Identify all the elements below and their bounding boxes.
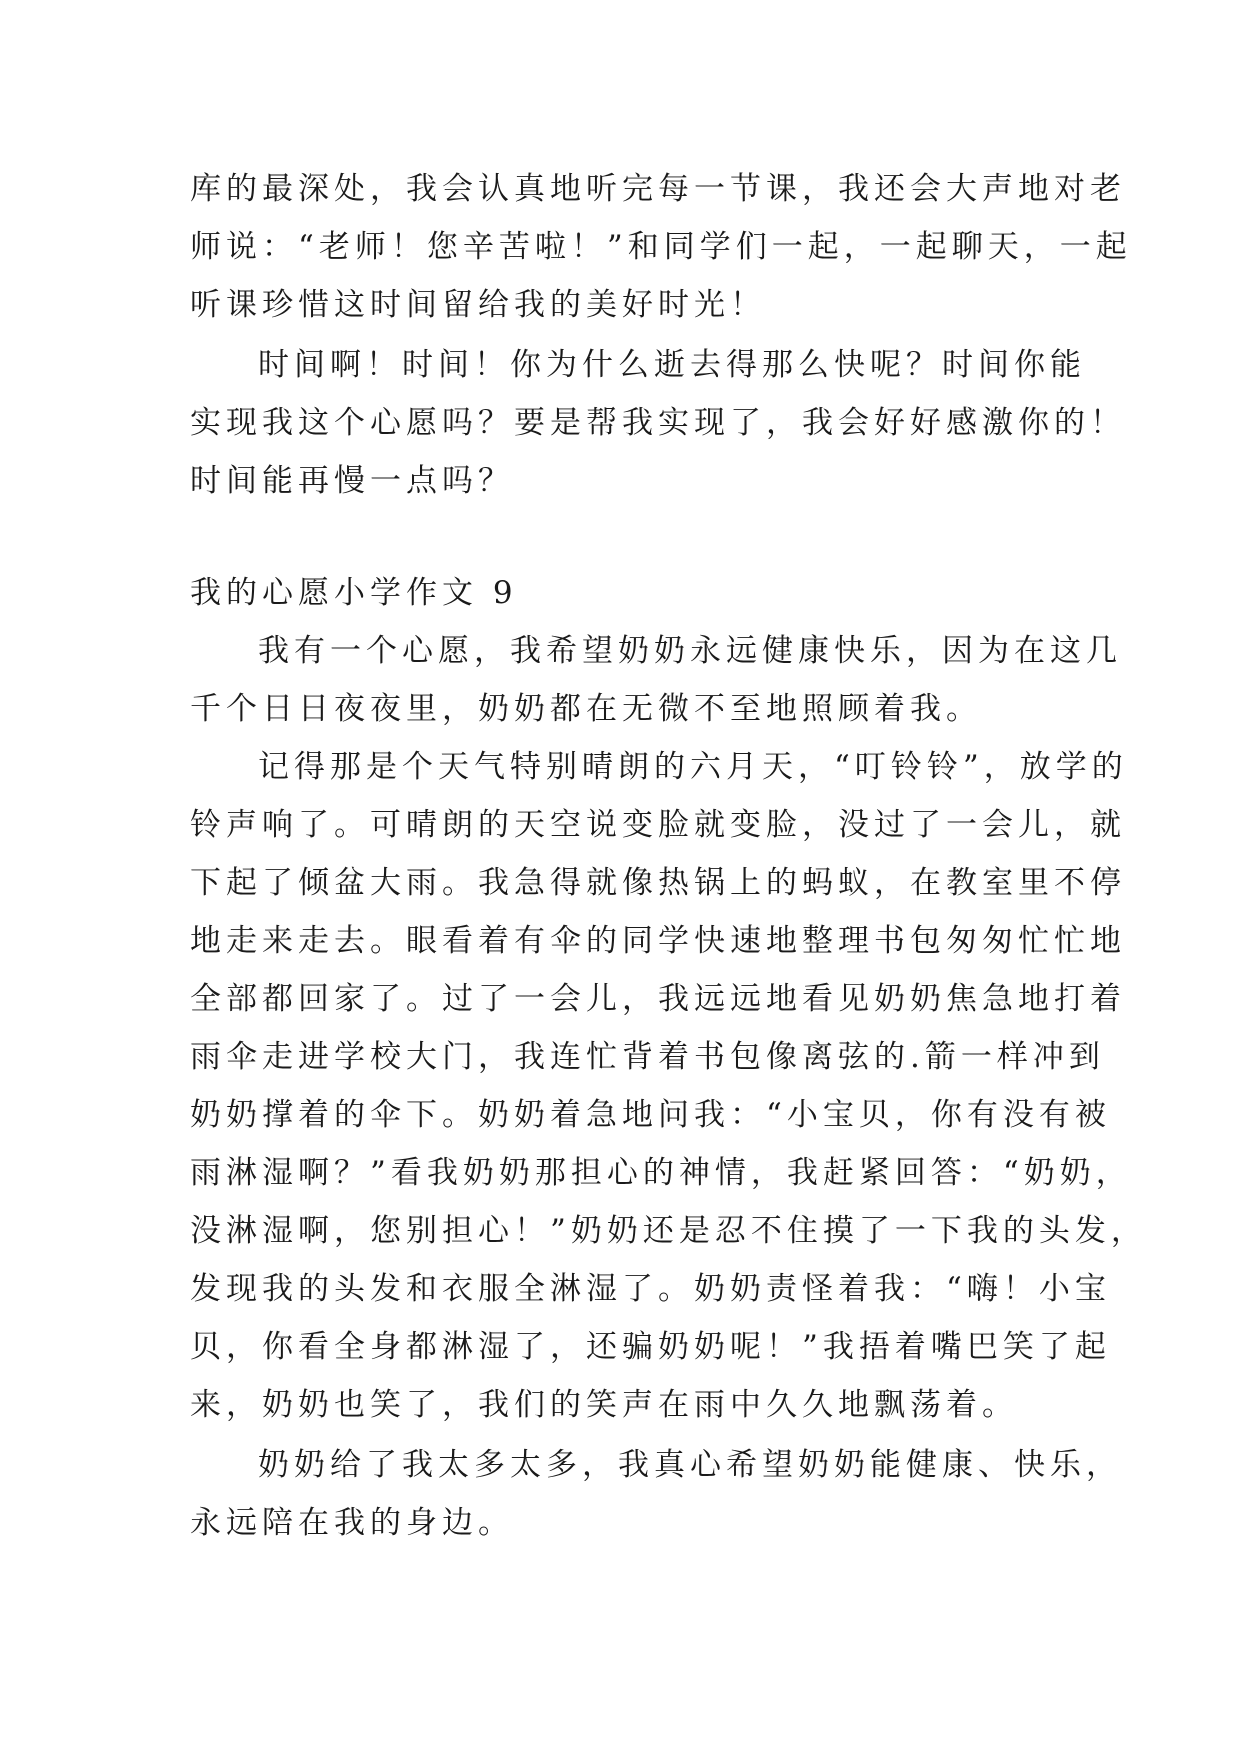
text-line: 听课珍惜这时间留给我的美好时光！ (190, 287, 766, 323)
text-line: 雨伞走进学校大门，我连忙背着书包像离弦的.箭一样冲到 (190, 1039, 1105, 1075)
text-line: 我有一个心愿，我希望奶奶永远健康快乐，因为在这几 (258, 633, 1122, 669)
paragraph-2 (190, 738, 1147, 1434)
text-line: 来，奶奶也笑了，我们的笑声在雨中久久地飘荡着。 (190, 1387, 1018, 1423)
text-line: 永远陪在我的身边。 (190, 1505, 514, 1541)
text-line: 时间啊！时间！你为什么逝去得那么快呢？时间你能 (258, 347, 1086, 383)
text-line: 奶奶给了我太多太多，我真心希望奶奶能健康、快乐， (258, 1447, 1122, 1483)
text-line: 铃声响了。可晴朗的天空说变脸就变脸，没过了一会儿，就 (190, 807, 1126, 843)
text-line: 记得那是个天气特别晴朗的六月天，“叮铃铃”，放学的 (258, 749, 1128, 785)
text-line: 时间能再慢一点吗？ (190, 463, 514, 499)
text-line: 实现我这个心愿吗？要是帮我实现了，我会好好感激你的！ (190, 405, 1126, 441)
previous-paragraph-end (190, 160, 1132, 334)
text-line: 发现我的头发和衣服全淋湿了。奶奶责怪着我：“嗨！小宝 (190, 1271, 1111, 1307)
text-line: 千个日日夜夜里，奶奶都在无微不至地照顾着我。 (190, 691, 982, 727)
previous-essay-last-paragraph (190, 336, 1126, 510)
text-line: 雨淋湿啊？”看我奶奶那担心的神情，我赶紧回答：“奶奶， (190, 1155, 1132, 1191)
text-line: 下起了倾盆大雨。我急得就像热锅上的蚂蚁，在教室里不停 (190, 865, 1126, 901)
essay-title: 我的心愿小学作文 9 (190, 575, 518, 611)
text-line: 没淋湿啊，您别担心！”奶奶还是忍不住摸了一下我的头发， (190, 1213, 1147, 1249)
text-line: 贝，你看全身都淋湿了，还骗奶奶呢！”我捂着嘴巴笑了起 (190, 1329, 1111, 1365)
text-line: 地走来走去。眼看着有伞的同学快速地整理书包匆匆忙忙地 (190, 923, 1126, 959)
paragraph-3 (190, 1436, 1122, 1552)
text-line: 全部都回家了。过了一会儿，我远远地看见奶奶焦急地打着 (190, 981, 1126, 1017)
paragraph-1 (190, 622, 1122, 738)
text-line: 奶奶撑着的伞下。奶奶着急地问我：“小宝贝，你有没有被 (190, 1097, 1111, 1133)
text-line: 师说：“老师！您辛苦啦！”和同学们一起，一起聊天，一起 (190, 229, 1132, 265)
text-line: 库的最深处，我会认真地听完每一节课，我还会大声地对老 (190, 171, 1126, 207)
